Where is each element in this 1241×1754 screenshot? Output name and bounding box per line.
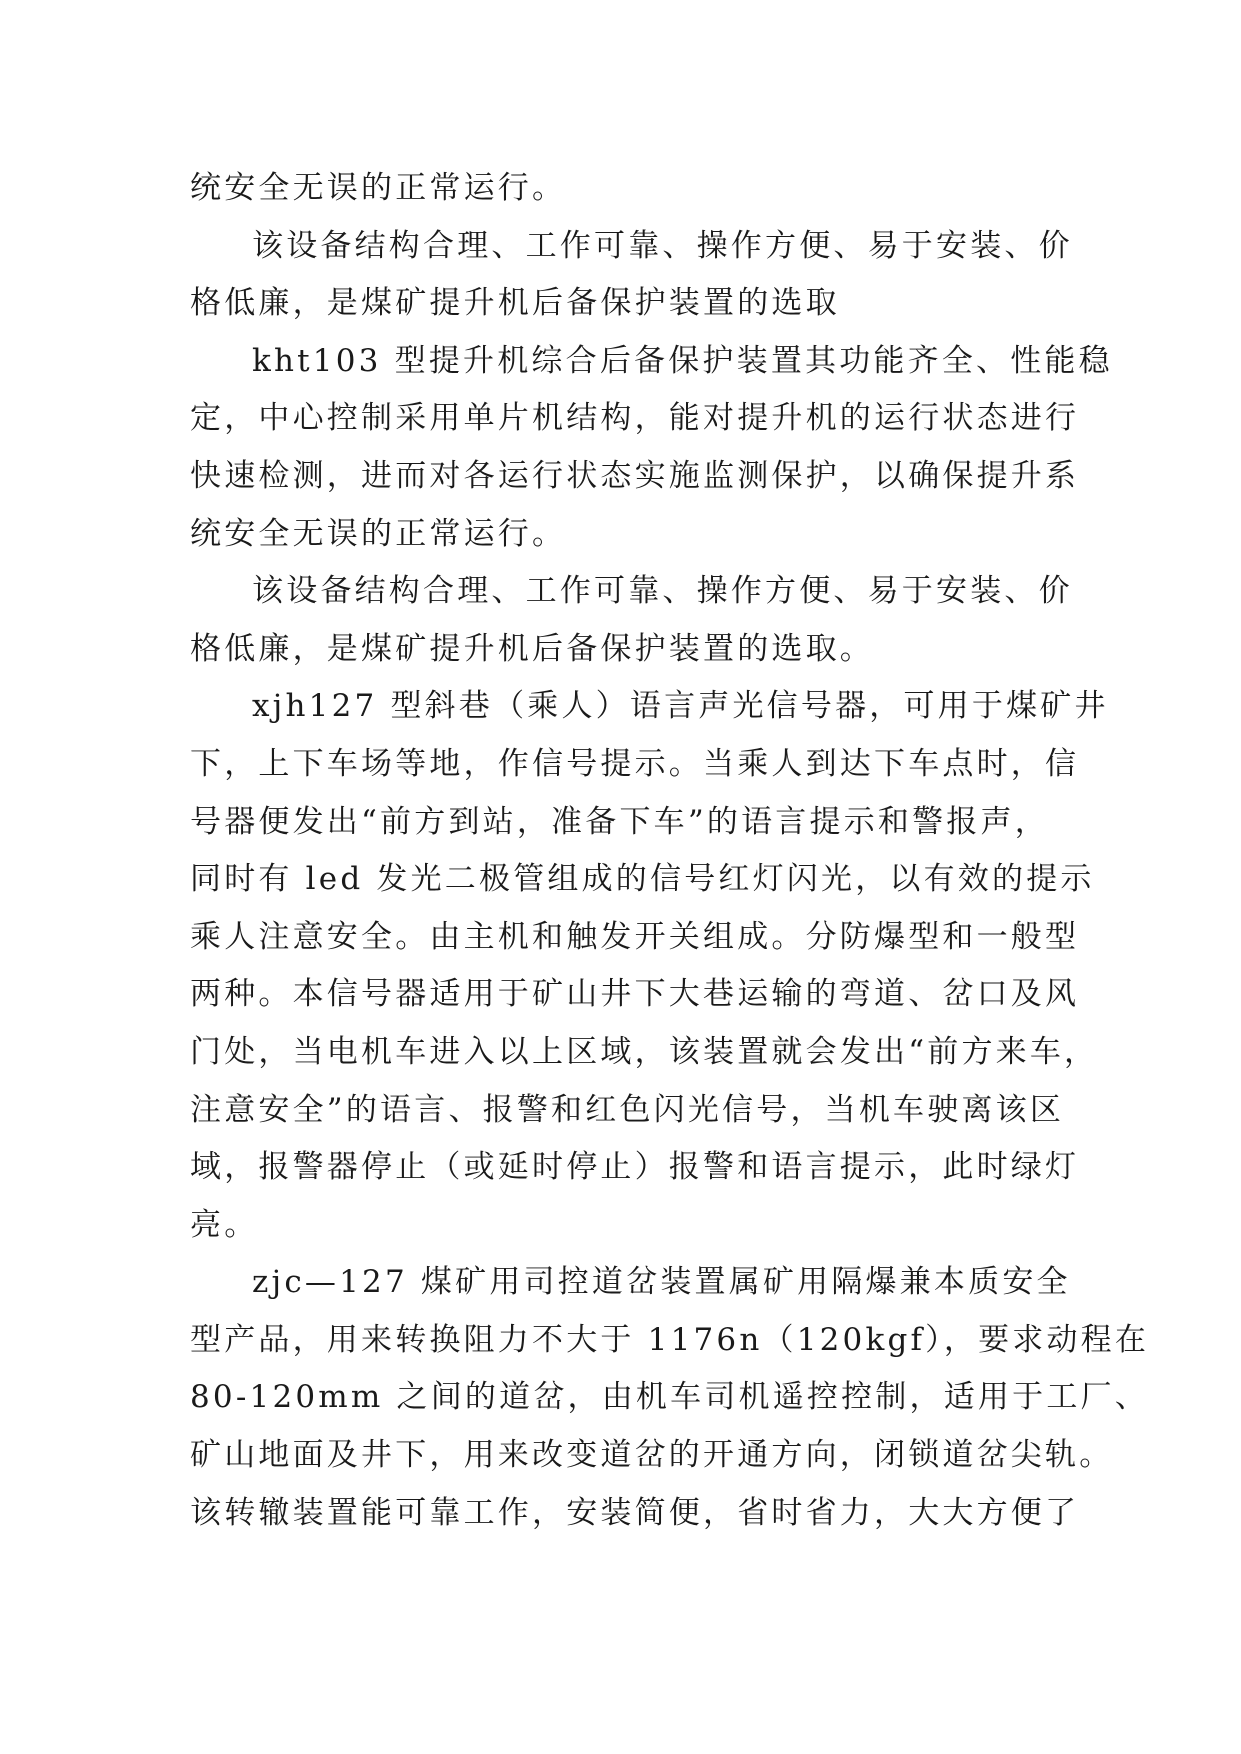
text-line: 矿山地面及井下，用来改变道岔的开通方向，闭锁道岔尖轨。 xyxy=(190,1437,1114,1474)
text-line: xjh127 型斜巷（乘人）语言声光信号器，可用于煤矿井 xyxy=(252,688,1109,725)
text-line: 格低廉，是煤矿提升机后备保护装置的选取。 xyxy=(190,630,874,667)
text-line: 亮。 xyxy=(190,1206,259,1243)
text-line: 同时有 led 发光二极管组成的信号红灯闪光，以有效的提示 xyxy=(190,861,1095,898)
text-line: 该转辙装置能可靠工作，安装简便，省时省力，大大方便了 xyxy=(190,1494,1080,1531)
text-line: 两种。本信号器适用于矿山井下大巷运输的弯道、岔口及风 xyxy=(190,976,1080,1013)
text-line: 该设备结构合理、工作可靠、操作方便、易于安装、价 xyxy=(252,227,1073,264)
text-line: 快速检测，进而对各运行状态实施监测保护，以确保提升系 xyxy=(190,457,1080,494)
text-line: 乘人注意安全。由主机和触发开关组成。分防爆型和一般型 xyxy=(190,918,1080,955)
text-line: 注意安全”的语言、报警和红色闪光信号，当机车驶离该区 xyxy=(190,1091,1065,1128)
text-line: 80-120mm 之间的道岔，由机车司机遥控控制，适用于工厂、 xyxy=(190,1379,1149,1416)
text-line: 统安全无误的正常运行。 xyxy=(190,515,567,552)
text-line: 号器便发出“前方到站，准备下车”的语言提示和警报声， xyxy=(190,803,1049,840)
text-line: 门处，当电机车进入以上区域，该装置就会发出“前方来车， xyxy=(190,1033,1099,1070)
text-line: zjc—127 煤矿用司控道岔装置属矿用隔爆兼本质安全 xyxy=(252,1264,1071,1301)
text-line: 下，上下车场等地，作信号提示。当乘人到达下车点时，信 xyxy=(190,745,1080,782)
text-line: 该设备结构合理、工作可靠、操作方便、易于安装、价 xyxy=(252,573,1073,610)
text-line: kht103 型提升机综合后备保护装置其功能齐全、性能稳 xyxy=(252,342,1113,379)
text-line: 格低廉，是煤矿提升机后备保护装置的选取 xyxy=(190,285,840,322)
text-line: 型产品，用来转换阻力不大于 1176n（120kgf），要求动程在 xyxy=(190,1321,1150,1358)
text-line: 统安全无误的正常运行。 xyxy=(190,170,567,206)
text-line: 定，中心控制采用单片机结构，能对提升机的运行状态进行 xyxy=(190,400,1080,437)
text-line: 域，报警器停止（或延时停止）报警和语言提示，此时绿灯 xyxy=(190,1149,1080,1186)
document-body xyxy=(190,160,1150,1542)
